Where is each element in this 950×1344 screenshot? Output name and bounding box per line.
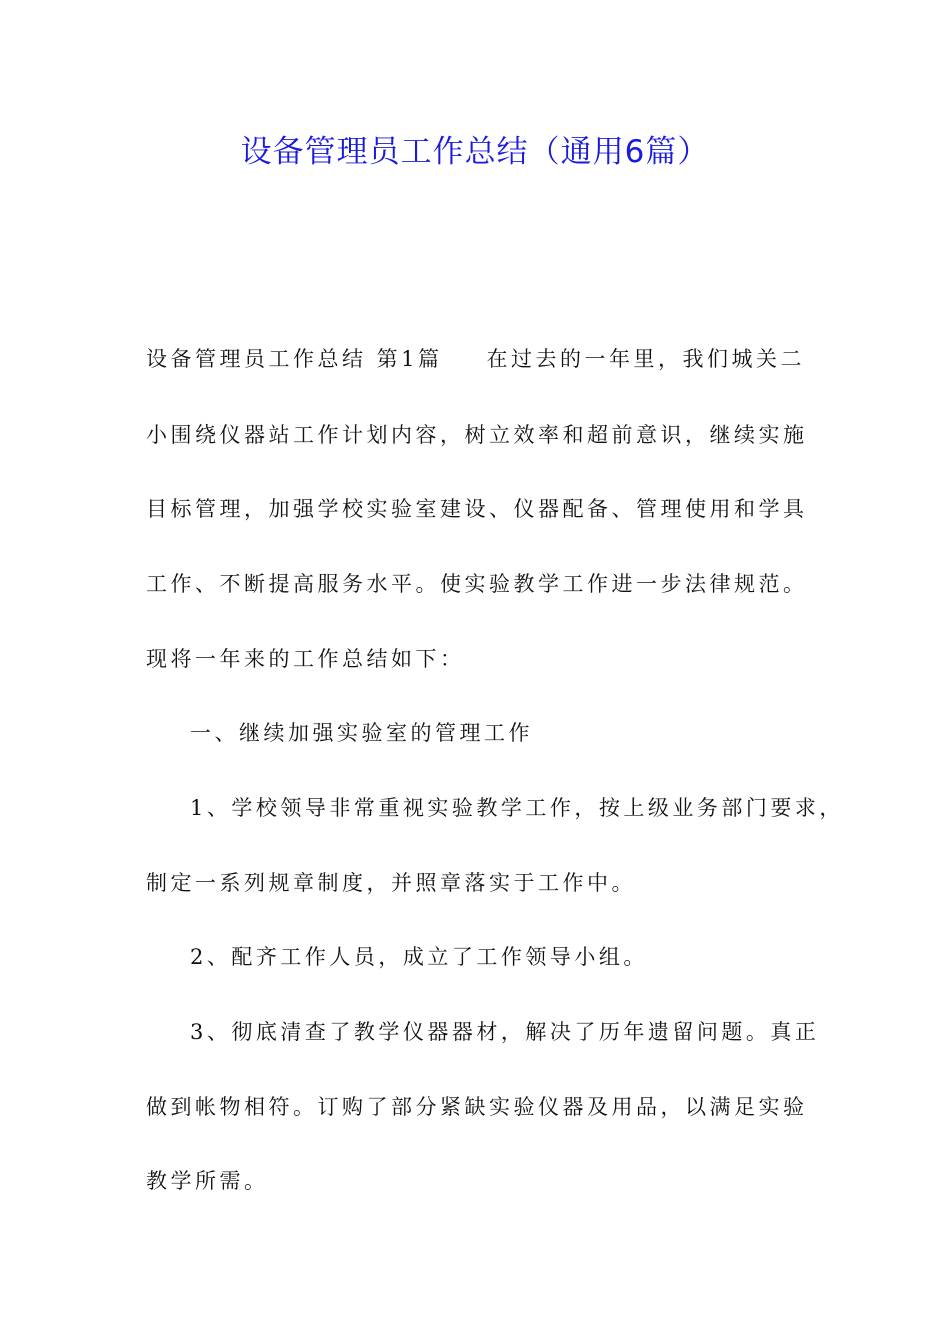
section-heading: 设备管理员工作总结 第1篇: [146, 347, 443, 371]
paragraph-line: 2、配齐工作人员，成立了工作领导小组。: [190, 945, 648, 969]
section-heading: 一、继续加强实验室的管理工作: [190, 721, 533, 745]
paragraph-line: 目标管理，加强学校实验室建设、仪器配备、管理使用和学具: [146, 497, 808, 521]
document-title: 设备管理员工作总结（通用6篇）: [240, 134, 710, 170]
paragraph-line: 制定一系列规章制度，并照章落实于工作中。: [146, 871, 636, 895]
paragraph-line: 3、彻底清查了教学仪器器材，解决了历年遗留问题。真正: [190, 1020, 820, 1044]
paragraph-line: [146, 344, 826, 374]
paragraph-line: 小围绕仪器站工作计划内容，树立效率和超前意识，继续实施: [146, 423, 808, 447]
paragraph-text: 在过去的一年里，我们城关二: [486, 347, 806, 371]
paragraph-line: 1、学校领导非常重视实验教学工作，按上级业务部门要求，: [190, 796, 844, 820]
paragraph-line: 工作、不断提高服务水平。使实验教学工作进一步法律规范。: [146, 572, 808, 596]
paragraph-line: 现将一年来的工作总结如下：: [146, 647, 465, 671]
paragraph-line: 做到帐物相符。订购了部分紧缺实验仪器及用品，以满足实验: [146, 1095, 808, 1119]
paragraph-line: 教学所需。: [146, 1169, 269, 1193]
